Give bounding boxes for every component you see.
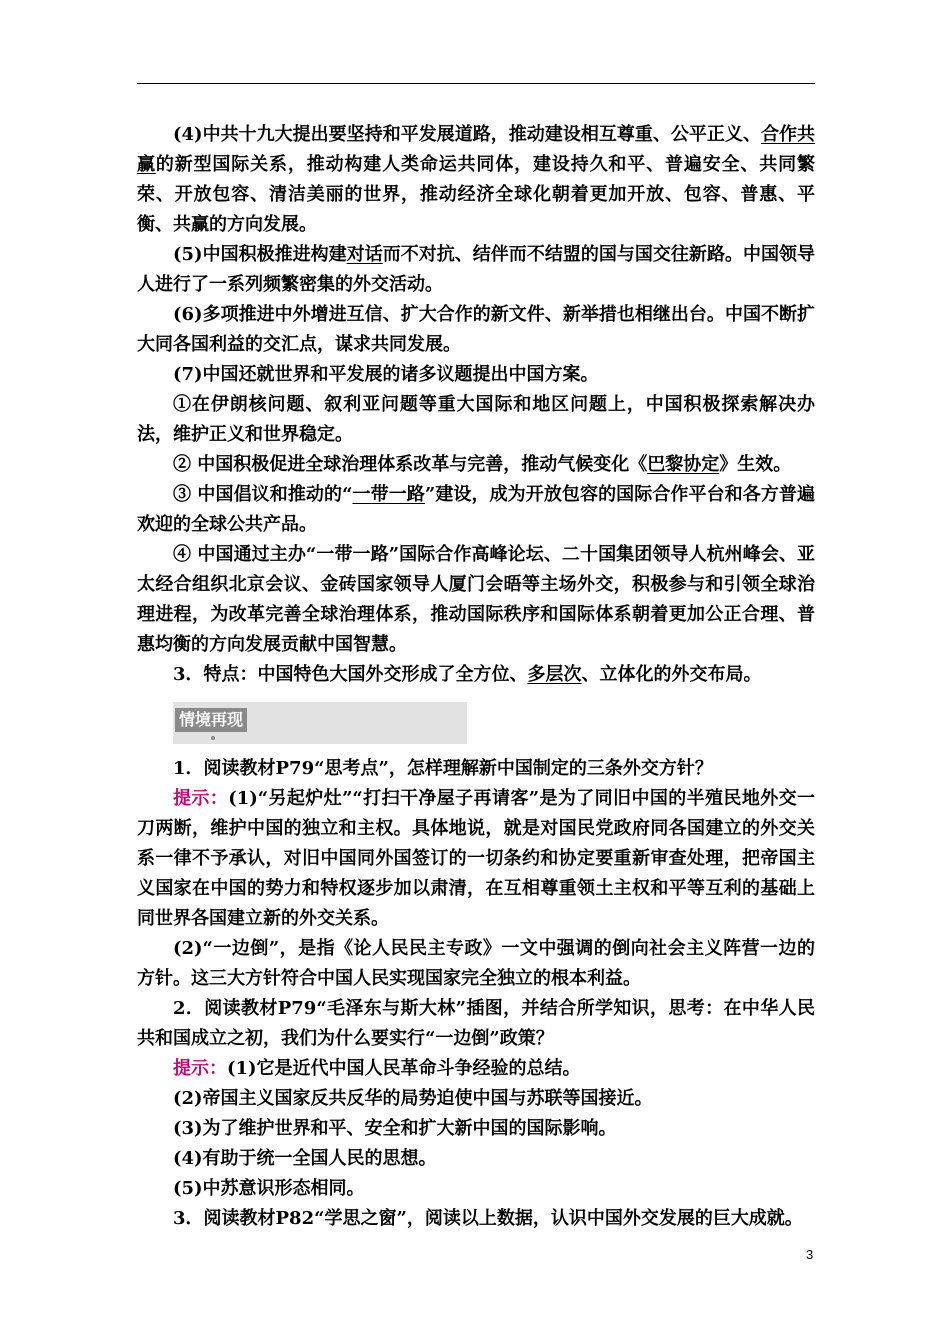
section-header: [173, 702, 467, 744]
circled-item-2: ② 中国积极促进全球治理体系改革与完善，推动气候变化《巴黎协定》生效。: [173, 454, 792, 475]
blank-answer: 一带一路: [352, 484, 425, 505]
paragraph-6: (6)多项推进中外增进互信、扩大合作的新文件、新举措也相继出台。中国不断扩大同各国利益的交汇点，谋求共同发展。: [137, 304, 815, 355]
circled-item-4: ④ 中国通过主办“一带一路”国际合作高峰论坛、二十国集团领导人杭州峰会、亚太经合组织北京会议、金砖国家领导人厦门会晤等主场外交，积极参与和引领全球治理进程，为改革完善全球治理体系，推动国际秩序和国际体系朝着更加公正合理、普惠均衡的方向发展贡献中国智慧。: [137, 544, 815, 655]
paragraph-features: 3．特点：中国特色大国外交形成了全方位、多层次、立体化的外交布局。: [173, 664, 762, 685]
answer-2-item-5: (5)中苏意识形态相同。: [173, 1178, 365, 1199]
document-body: [137, 120, 815, 1234]
blank-answer: 合作共赢: [137, 124, 815, 175]
circled-item-1: ①在伊朗核问题、叙利亚问题等重大国际和地区问题上，中国积极探索解决办法，维护正义和世界稳定。: [137, 394, 815, 445]
answer-1-part-2: (2)“一边倒”，是指《论人民民主专政》一文中强调的倒向社会主义阵营一边的方针。这三大方针符合中国人民实现国家完全独立的根本利益。: [137, 938, 815, 989]
question-1: 1．阅读教材P79“思考点”，怎样理解新中国制定的三条外交方针？: [173, 758, 713, 779]
answer-1: 提示：(1)“另起炉灶”“打扫干净屋子再请客”是为了同旧中国的半殖民地外交一刀两断，维护中国的独立和主权。具体地说，就是对国民党政府同各国建立的外交关系一律不予承认，对旧中国同外国签订的一切条约和协定要重新审查处理，把帝国主义国家在中国的势力和特权逐步加以肃清，在互相尊重领土主权和平等互利的基础上同世界各国建立新的外交关系。: [137, 788, 816, 929]
paragraph-4: (4)中共十九大提出要坚持和平发展道路，推动建设相互尊重、公平正义、合作共赢的新型国际关系，推动构建人类命运共同体，建设持久和平、普遍安全、共同繁荣、开放包容、清洁美丽的世界，推动经济全球化朝着更加开放、包容、普惠、平衡、共赢的方向发展。: [137, 124, 815, 235]
circled-item-3: ③ 中国倡议和推动的“一带一路”建设，成为开放包容的国际合作平台和各方普遍欢迎的全球公共产品。: [137, 484, 816, 535]
question-2: 2．阅读教材P79“毛泽东与斯大林”插图，并结合所学知识，思考：在中华人民共和国成立之初，我们为什么要实行“一边倒”政策？: [137, 998, 815, 1049]
section-tag: 情境再现: [175, 708, 247, 732]
answer-2-item-3: (3)为了维护世界和平、安全和扩大新中国的国际影响。: [173, 1118, 617, 1139]
blank-answer: 巴黎协定: [647, 454, 720, 475]
paragraph-7: (7)中国还就世界和平发展的诸多议题提出中国方案。: [173, 364, 599, 385]
answer-2-item-4: (4)有助于统一全国人民的思想。: [173, 1148, 437, 1169]
page-number: 3: [806, 1247, 814, 1262]
answer-2-item-2: (2)帝国主义国家反共反华的局势迫使中国与苏联等国接近。: [173, 1088, 653, 1109]
paragraph-5: (5)中国积极推进构建对话而不对抗、结伴而不结盟的国与国交往新路。中国领导人进行了一系列频繁密集的外交活动。: [137, 244, 816, 295]
question-3: 3．阅读教材P82“学思之窗”，阅读以上数据，认识中国外交发展的巨大成就。: [173, 1208, 803, 1229]
blank-answer: 对话: [346, 244, 383, 265]
answer-2: 提示：(1)它是近代中国人民革命斗争经验的总结。: [173, 1058, 581, 1079]
tip-label: 提示：: [173, 1058, 227, 1079]
tip-label: 提示：: [173, 788, 229, 809]
header-rule: [137, 83, 815, 84]
section-dot: [211, 736, 215, 740]
blank-answer: 多层次: [527, 664, 582, 685]
